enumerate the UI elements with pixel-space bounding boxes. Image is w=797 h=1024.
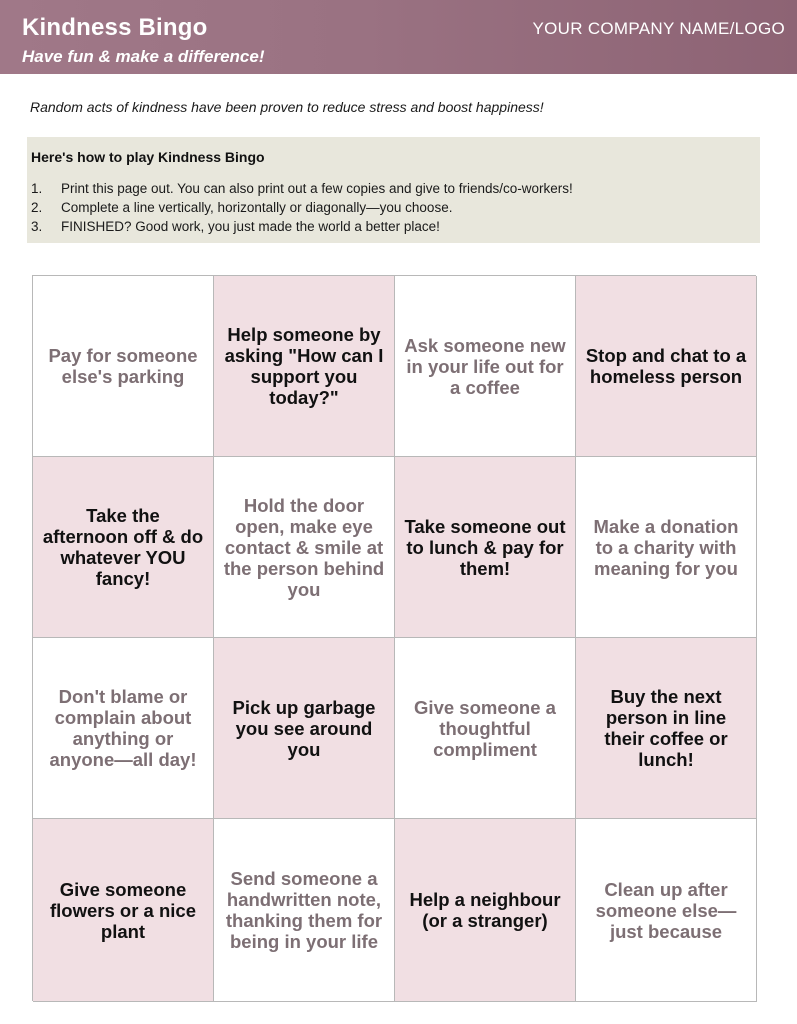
instruction-step [31, 217, 573, 236]
bingo-cell[interactable] [576, 276, 757, 457]
bingo-cell-text: Pay for someone else's parking [48, 345, 198, 387]
bingo-cell-text: Buy the next person in line their coffee or lunch! [604, 686, 728, 770]
bingo-cell-text: Clean up after someone else—just because [595, 878, 737, 942]
bingo-cell-text: Hold the door open, make eye contact & smile at the person behind you [223, 494, 385, 600]
step-number: 2. [31, 200, 43, 215]
bingo-cell-text: Don't blame or complain about anything or anyone—all day! [49, 686, 197, 770]
bingo-cell-text: Make a donation to a charity with meaning for you [593, 515, 739, 579]
instructions-title: Here's how to play Kindness Bingo [31, 149, 265, 165]
bingo-cell[interactable] [214, 457, 395, 638]
bingo-cell[interactable] [33, 638, 214, 819]
bingo-cell[interactable] [395, 638, 576, 819]
bingo-cell-text: Help someone by asking "How can I support you today?" [224, 324, 384, 408]
step-text: Print this page out. You can also print out a few copies and give to friends/co-workers! [61, 181, 573, 196]
bingo-cell-text: Give someone flowers or a nice plant [50, 878, 196, 942]
bingo-cell-text: Take someone out to lunch & pay for them! [404, 515, 566, 579]
step-number: 1. [31, 181, 43, 196]
step-number: 3. [31, 219, 43, 234]
bingo-cell[interactable] [395, 276, 576, 457]
bingo-cell[interactable] [33, 276, 214, 457]
bingo-cell-text: Send someone a handwritten note, thanking them for being in your life [225, 868, 383, 952]
bingo-cell-text: Pick up garbage you see around you [232, 696, 376, 760]
bingo-cell-text: Give someone a thoughtful compliment [414, 696, 556, 760]
step-text: Complete a line vertically, horizontally or diagonally—you choose. [61, 200, 453, 215]
bingo-cell[interactable] [576, 457, 757, 638]
bingo-cell[interactable] [214, 276, 395, 457]
bingo-cell[interactable] [576, 638, 757, 819]
instruction-step [31, 198, 573, 217]
bingo-cell[interactable] [576, 819, 757, 1002]
page-title: Kindness Bingo [22, 14, 208, 41]
bingo-cell[interactable] [214, 819, 395, 1002]
company-logo-placeholder: YOUR COMPANY NAME/LOGO [532, 19, 785, 38]
step-text: FINISHED? Good work, you just made the world a better place! [61, 219, 440, 234]
intro-text: Random acts of kindness have been proven to reduce stress and boost happiness! [30, 99, 544, 115]
bingo-cell[interactable] [395, 819, 576, 1002]
bingo-cell[interactable] [33, 819, 214, 1002]
bingo-cell-text: Ask someone new in your life out for a coffee [404, 334, 566, 398]
bingo-cell-text: Stop and chat to a homeless person [585, 345, 747, 387]
header-banner [0, 0, 797, 74]
instructions-list [31, 179, 573, 236]
bingo-grid [32, 275, 756, 1001]
bingo-cell[interactable] [33, 457, 214, 638]
bingo-cell-text: Take the afternoon off & do whatever YOU fancy! [42, 505, 204, 589]
instruction-step [31, 179, 573, 198]
page-tagline: Have fun & make a difference! [22, 47, 265, 66]
bingo-cell[interactable] [395, 457, 576, 638]
bingo-cell-text: Help a neighbour (or a stranger) [409, 889, 561, 931]
bingo-cell[interactable] [214, 638, 395, 819]
instructions-box [27, 137, 760, 243]
